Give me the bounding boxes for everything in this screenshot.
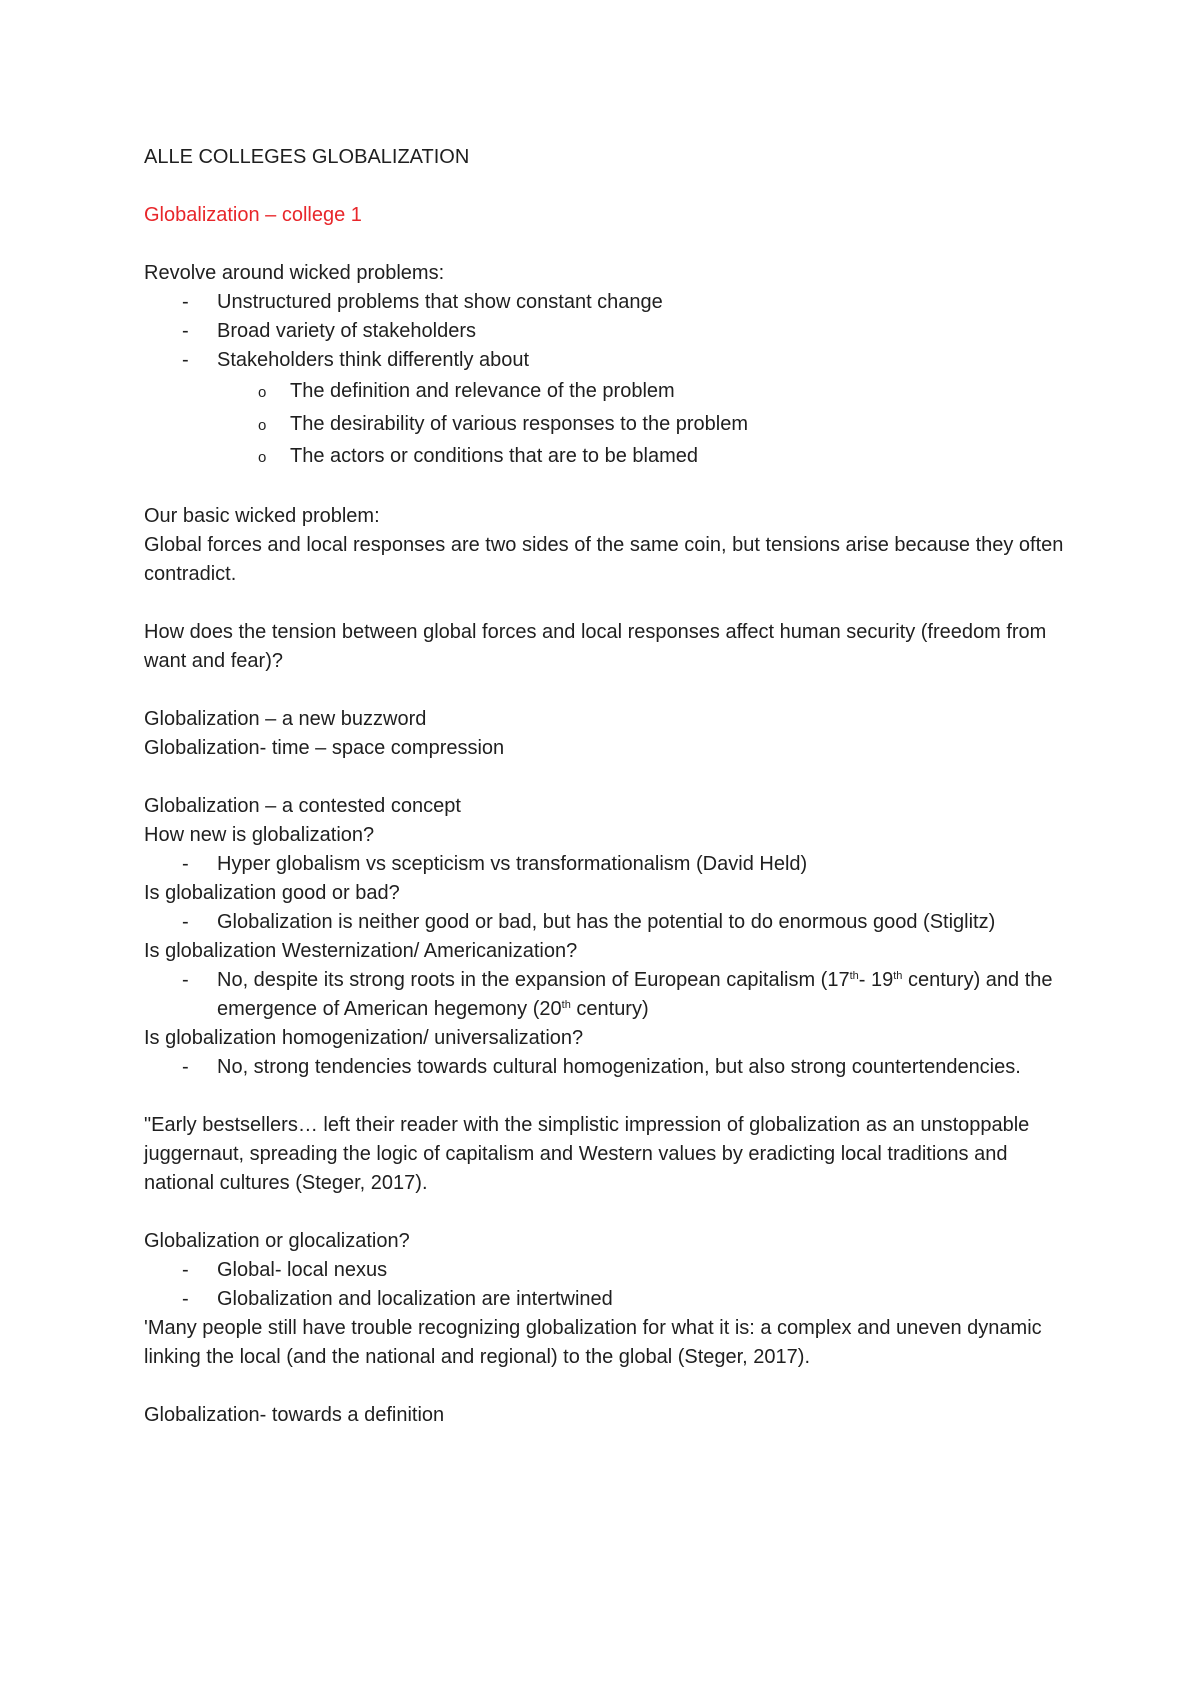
list-item: - Hyper globalism vs scepticism vs transformationalism (David Held) [144, 850, 1064, 879]
quote-steger-2: 'Many people still have trouble recognizing globalization for what it is: a complex and uneven dynamic linking the local (and the national and regional) to the global (Steger, 2017). [144, 1316, 1048, 1368]
list-item: - Stakeholders think differently about [144, 346, 1064, 375]
quote-steger-1: "Early bestsellers… left their reader with the simplistic impression of globalization as an unstoppable juggernaut, spreading the logic of capitalism and Western values by eradicting local traditions and national cultures (Steger, 2017). [144, 1113, 1035, 1194]
list-item: - No, despite its strong roots in the expansion of European capitalism (17th- 19th century) and the emergence of American hegemony (20th century) [144, 966, 1064, 1024]
circle-bullet: o [258, 384, 267, 401]
basic-problem-label: Our basic wicked problem: [144, 504, 380, 527]
document-title: ALLE COLLEGES GLOBALIZATION [144, 146, 470, 168]
dash-bullet: - [182, 1258, 189, 1281]
sub-list-item: o The definition and relevance of the problem [144, 375, 1064, 408]
question-new: How new is globalization? [144, 823, 375, 846]
dash-bullet: - [182, 320, 189, 342]
list-item: - No, strong tendencies towards cultural homogenization, but also strong countertendencies. [144, 1053, 1064, 1082]
dash-bullet: - [182, 349, 189, 371]
definition-heading: Globalization- towards a definition [144, 1403, 445, 1426]
dash-bullet: - [182, 1287, 189, 1310]
compression-line: Globalization- time – space compression [144, 736, 505, 759]
question-homogenization: Is globalization homogenization/ universalization? [144, 1026, 584, 1049]
question-glocalization: Globalization or glocalization? [144, 1229, 410, 1252]
list-item: - Global- local nexus [144, 1256, 1064, 1285]
list-item: - Globalization and localization are intertwined [144, 1285, 1064, 1314]
contested-line: Globalization – a contested concept [144, 794, 461, 817]
list-item: - Unstructured problems that show constant change [144, 288, 1064, 317]
basic-problem-text: Global forces and local responses are two sides of the same coin, but tensions arise because they often contradict. [144, 533, 1069, 585]
dash-bullet: - [182, 910, 189, 933]
circle-bullet: o [258, 449, 267, 466]
list-item: - Globalization is neither good or bad, but has the potential to do enormous good (Stiglitz) [144, 908, 1064, 937]
wicked-intro: Revolve around wicked problems: [144, 262, 445, 284]
question-west: Is globalization Westernization/ Americanization? [144, 939, 578, 962]
sub-list-item: o The actors or conditions that are to be blamed [144, 440, 1064, 473]
dash-bullet: - [182, 968, 189, 991]
list-item: - Broad variety of stakeholders [144, 317, 1064, 346]
section-heading: Globalization – college 1 [144, 204, 362, 226]
dash-bullet: - [182, 291, 189, 313]
central-question: How does the tension between global forces and local responses affect human security (freedom from want and fear)? [144, 620, 1052, 672]
sub-list-item: o The desirability of various responses to the problem [144, 408, 1064, 441]
circle-bullet: o [258, 416, 267, 434]
dash-bullet: - [182, 852, 189, 875]
question-good: Is globalization good or bad? [144, 881, 400, 904]
document-body [144, 143, 1069, 1430]
buzzword-line: Globalization – a new buzzword [144, 707, 427, 730]
dash-bullet: - [182, 1055, 189, 1078]
